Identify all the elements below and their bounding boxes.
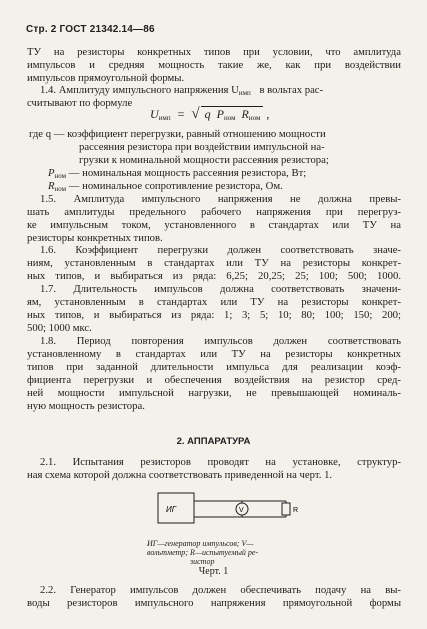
formula-p-sub: ном [223, 114, 236, 122]
text-line: ям, установленным в стандартах или ТУ на резисторы конкрет- [27, 296, 401, 308]
text-line: рассеяния резистора при воздействии импульсной на- [79, 141, 325, 153]
text-line: ней мощности импульсной нагрузки, не превышающей номиналь- [27, 387, 401, 399]
circuit-diagram [150, 484, 300, 534]
figure-caption: ИГ—генератор импульсов; V— [147, 539, 254, 548]
formula-lhs-sub: имп [158, 114, 171, 122]
generator-label: ИГ [166, 505, 177, 514]
text-line: 1.5. Амплитуда импульсного напряжения не должна превы- [40, 193, 401, 205]
text-line: фициента перегрузки и обеспечения воздействия на резистор сред- [27, 374, 401, 386]
formula-r: R [241, 107, 249, 121]
text-fragment: 1.4. Амплитуду импульсного напряжения U [40, 84, 239, 96]
subscript: ном [54, 185, 67, 193]
resistor-symbol [282, 503, 290, 515]
text-line: ке импульсным током, установленного в стандартах или ТУ на [27, 219, 401, 231]
subscript: имп [238, 89, 251, 97]
text-line: грузки к номинальной мощности рассеяния резистора; [79, 154, 329, 166]
formula-r-sub: ном [248, 114, 261, 122]
resistor-label: R [293, 507, 299, 514]
voltmeter-label: V [239, 507, 244, 514]
text-line: 500; 1000 мкс. [27, 322, 92, 334]
text-fragment: — номинальное сопротивление резистора, Ом. [68, 180, 283, 192]
text-fragment: — номинальная мощность рассеяния резистора, Вт; [68, 167, 307, 179]
figure-caption: вольтметр; R—испытуемый ре- [147, 548, 259, 557]
text-line: ных типов, и выбираться из ряда: 1; 3; 5; 10; 80; 100; 150; 200; [27, 309, 401, 321]
text-fragment: P [48, 167, 55, 179]
formula-p: P [216, 107, 224, 121]
text-line: установленному в стандартах или ТУ на резисторы конкретных [27, 348, 401, 360]
text-line: ных типов, и выбираться из ряда: 6,25; 20,25; 25; 100; 500; 1000. [27, 270, 401, 282]
text-fragment: R [48, 180, 55, 192]
page-header: Стр. 2 ГОСТ 21342.14—86 [26, 24, 155, 35]
text-fragment: в вольтах рас- [259, 84, 324, 96]
text-line: 2.1. Испытания резисторов проводят на установке, структур- [40, 456, 401, 468]
text-line: импульсов и средняя мощность такие же, как при воздействии [27, 59, 401, 71]
formula-lhs: U [150, 107, 159, 121]
text-line: где q — коэффициент перегрузки, равный отношению мощности [29, 128, 326, 140]
text-line: воды резисторов импульсного напряжения прямоугольной формы [27, 597, 401, 609]
formula-amplitude [150, 106, 269, 123]
figure-caption: зистор [190, 557, 215, 566]
text-line: ТУ на резисторы конкретных типов при условии, что амплитуда [27, 46, 401, 58]
text-line: 1.6. Коэффициент перегрузки должен соответствовать значе- [40, 244, 401, 256]
subscript: ном [54, 172, 67, 180]
text-line: 1.7. Длительность импульсов должна соответствовать значени- [40, 283, 401, 295]
text-line: считывают по формуле [27, 97, 133, 109]
text-line: ниям, установленным в стандартах или ТУ на резисторы конкрет- [27, 257, 401, 269]
text-line: 1.8. Период повторения импульсов должен соответствовать [40, 335, 401, 347]
text-line: ную мощность резистора. [27, 400, 145, 412]
text-line: ная схема которой должна соответствовать приведенной на черт. 1. [27, 469, 333, 481]
text-line: типов при заданной длительности импульса для реализации коэф- [27, 361, 401, 373]
formula-q: q [204, 107, 211, 121]
text-line: резисторы конкретных типов. [27, 232, 163, 244]
text-line: шать амплитуды предельного рабочего напряжения при перегруз- [27, 206, 401, 218]
section-title: 2. АППАРАТУРА [176, 436, 251, 447]
formula-tail: , [266, 107, 270, 121]
sqrt-icon: √ [191, 106, 200, 122]
text-line: 2.2. Генератор импульсов должен обеспечивать подачу на вы- [40, 584, 401, 596]
text-line: импульсов прямоугольной формы. [27, 72, 185, 84]
formula-eq: = [177, 107, 185, 121]
formula-radicand [201, 106, 264, 122]
figure-number: Черт. 1 [198, 566, 229, 577]
